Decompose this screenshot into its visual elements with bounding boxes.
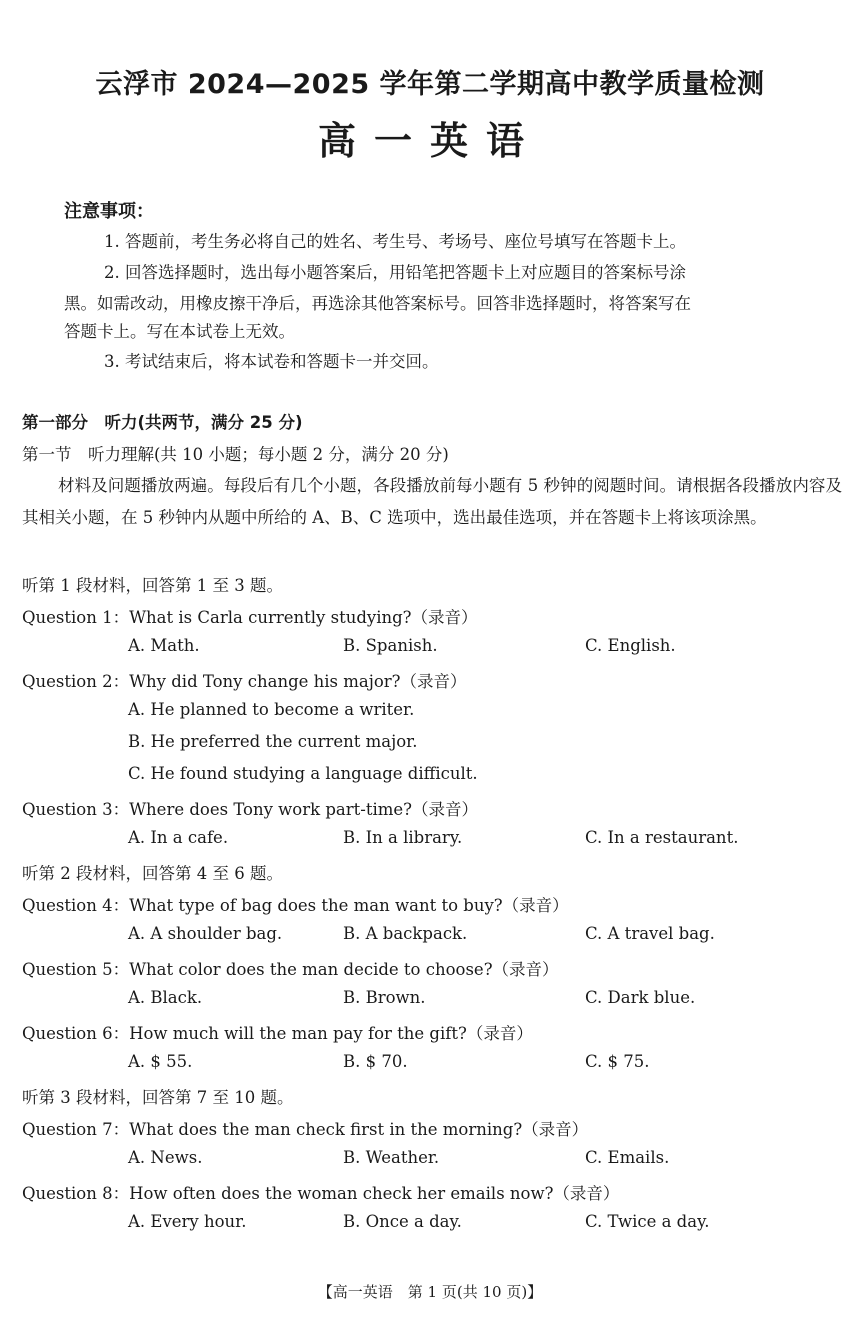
- subject-title: 高一英语: [317, 119, 542, 163]
- listening-instructions: 材料及问题播放两遍。每段后有几个小题，各段播放前每小题有 5 秒钟的阅题时间。请根据各段播放内容及其相关小题，在 5 秒钟内从题中所给的 A、B、C 选项中，选出最佳选项，并在答题卡上将该项涂黑。: [22, 476, 842, 527]
- notice-item-2-end: 答题卡上。写在本试卷上无效。: [64, 322, 295, 341]
- option-a: A. In a cafe.: [128, 828, 229, 847]
- option-c: C. $ 75.: [585, 1052, 650, 1071]
- question-stem: Question 7：What does the man check first in the morning?（录音）: [22, 1120, 589, 1139]
- option-a: A. Black.: [128, 988, 203, 1007]
- notice-heading: 注意事项：: [64, 201, 154, 222]
- question-stem: Question 4：What type of bag does the man want to buy?（录音）: [22, 896, 569, 915]
- option-b: B. $ 70.: [343, 1052, 408, 1071]
- question-stem: Question 3：Where does Tony work part-time?（录音）: [22, 800, 479, 819]
- notice-item-2-cont: 黑。如需改动，用橡皮擦干净后，再选涂其他答案标号。回答非选择题时，将答案写在: [64, 294, 691, 313]
- option-a: A. Math.: [128, 636, 200, 655]
- section-heading: 第一节 听力理解(共 10 小题；每小题 2 分，满分 20 分): [22, 445, 449, 464]
- option-c: C. Emails.: [585, 1148, 670, 1167]
- option-b: B. A backpack.: [343, 924, 468, 943]
- option-b: B. He preferred the current major.: [128, 732, 418, 751]
- option-a: A. $ 55.: [128, 1052, 193, 1071]
- option-a: A. He planned to become a writer.: [128, 700, 415, 719]
- question-stem: Question 5：What color does the man decide to choose?（录音）: [22, 960, 559, 979]
- page-footer: 【高一英语 第 1 页(共 10 页)】: [317, 1283, 543, 1301]
- part-heading: 第一部分 听力(共两节，满分 25 分): [22, 413, 303, 432]
- option-c: C. A travel bag.: [585, 924, 715, 943]
- option-a: A. News.: [128, 1148, 203, 1167]
- question-stem: Question 2：Why did Tony change his major?（录音）: [22, 672, 467, 691]
- option-a: A. Every hour.: [128, 1212, 247, 1231]
- option-c: C. Dark blue.: [585, 988, 696, 1007]
- notice-item-3: 3. 考试结束后，将本试卷和答题卡一并交回。: [104, 352, 439, 371]
- question-stem: Question 1：What is Carla currently studying?（录音）: [22, 608, 478, 627]
- segment-label: 听第 1 段材料，回答第 1 至 3 题。: [22, 576, 283, 595]
- option-a: A. A shoulder bag.: [128, 924, 283, 943]
- notice-item-1: 1. 答题前，考生务必将自己的姓名、考生号、考场号、座位号填写在答题卡上。: [104, 232, 686, 251]
- option-b: B. Brown.: [343, 988, 426, 1007]
- segment-label: 听第 2 段材料，回答第 4 至 6 题。: [22, 864, 283, 883]
- question-stem: Question 8：How often does the woman check her emails now?（录音）: [22, 1184, 620, 1203]
- segment-label: 听第 3 段材料，回答第 7 至 10 题。: [22, 1088, 294, 1107]
- option-c: C. Twice a day.: [585, 1212, 710, 1231]
- option-c: C. He found studying a language difficult.: [128, 764, 478, 783]
- option-c: C. English.: [585, 636, 676, 655]
- option-b: B. Spanish.: [343, 636, 438, 655]
- notice-item-2: 2. 回答选择题时，选出每小题答案后，用铅笔把答题卡上对应题目的答案标号涂: [104, 263, 686, 282]
- exam-title: 云浮市 2024—2025 学年第二学期高中教学质量检测: [95, 69, 765, 100]
- option-c: C. In a restaurant.: [585, 828, 739, 847]
- option-b: B. Weather.: [343, 1148, 440, 1167]
- option-b: B. In a library.: [343, 828, 463, 847]
- question-stem: Question 6：How much will the man pay for the gift?（录音）: [22, 1024, 533, 1043]
- option-b: B. Once a day.: [343, 1212, 462, 1231]
